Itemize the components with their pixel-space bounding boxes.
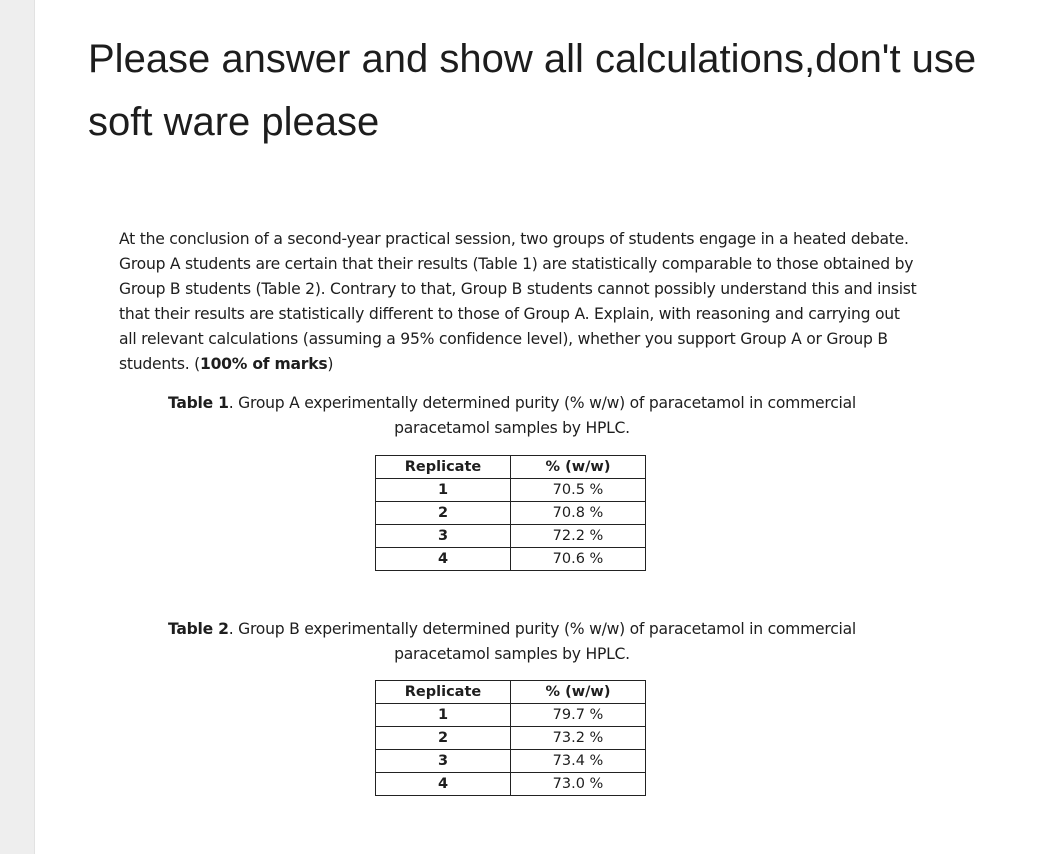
- table1-caption: [147, 391, 877, 441]
- table-2: [375, 680, 646, 796]
- question-body: At the conclusion of a second-year practical session, two groups of students engage in a heated debate. Group A students are certain that their results (Table 1) are statistically comparable to those obtained by Group B students (Table 2). Contrary to that, Group B students cannot possibly understand this and insist that their results are statistically different to those of Group A. Explain, with reasoning and carrying out all relevant calculations (assuming a 95% confidence level), whether you support Group A or Group B students. (: [119, 230, 917, 373]
- table1-header-purity: % (w/w): [511, 456, 646, 479]
- marks-label: 100% of marks: [199, 355, 328, 373]
- replicate-cell: 1: [376, 479, 511, 502]
- question-text: [119, 227, 919, 377]
- purity-cell: 70.8 %: [511, 502, 646, 525]
- table-row: [376, 548, 646, 571]
- table1-caption-line2: paracetamol samples by HPLC.: [394, 419, 630, 437]
- table-row: [376, 525, 646, 548]
- table-1: [375, 455, 646, 571]
- table1-caption-line1: . Group A experimentally determined purity (% w/w) of paracetamol in commercial: [228, 394, 857, 412]
- table2-header-purity: % (w/w): [511, 681, 646, 704]
- table2-caption-line2: paracetamol samples by HPLC.: [394, 645, 630, 663]
- purity-cell: 73.4 %: [511, 750, 646, 773]
- table-row: [376, 727, 646, 750]
- replicate-cell: 4: [376, 548, 511, 571]
- table2-header-row: [376, 681, 646, 704]
- table1-label: Table 1: [167, 394, 229, 412]
- purity-cell: 73.2 %: [511, 727, 646, 750]
- table1-header-replicate: Replicate: [376, 456, 511, 479]
- document-page: [34, 0, 1053, 854]
- purity-cell: 70.6 %: [511, 548, 646, 571]
- replicate-cell: 3: [376, 525, 511, 548]
- page-title: Please answer and show all calculations,don't use soft ware please: [88, 37, 977, 144]
- replicate-cell: 1: [376, 704, 511, 727]
- table2-header-replicate: Replicate: [376, 681, 511, 704]
- replicate-cell: 2: [376, 727, 511, 750]
- table2-caption: [147, 617, 877, 667]
- table-row: [376, 704, 646, 727]
- replicate-cell: 3: [376, 750, 511, 773]
- replicate-cell: 4: [376, 773, 511, 796]
- table-row: [376, 773, 646, 796]
- table2-caption-line1: . Group B experimentally determined purity (% w/w) of paracetamol in commercial: [228, 620, 857, 638]
- table-row: [376, 502, 646, 525]
- question-close: ): [327, 355, 334, 373]
- table2-label: Table 2: [167, 620, 229, 638]
- replicate-cell: 2: [376, 502, 511, 525]
- purity-cell: 72.2 %: [511, 525, 646, 548]
- table-row: [376, 750, 646, 773]
- purity-cell: 70.5 %: [511, 479, 646, 502]
- table-row: [376, 479, 646, 502]
- purity-cell: 73.0 %: [511, 773, 646, 796]
- table1-header-row: [376, 456, 646, 479]
- purity-cell: 79.7 %: [511, 704, 646, 727]
